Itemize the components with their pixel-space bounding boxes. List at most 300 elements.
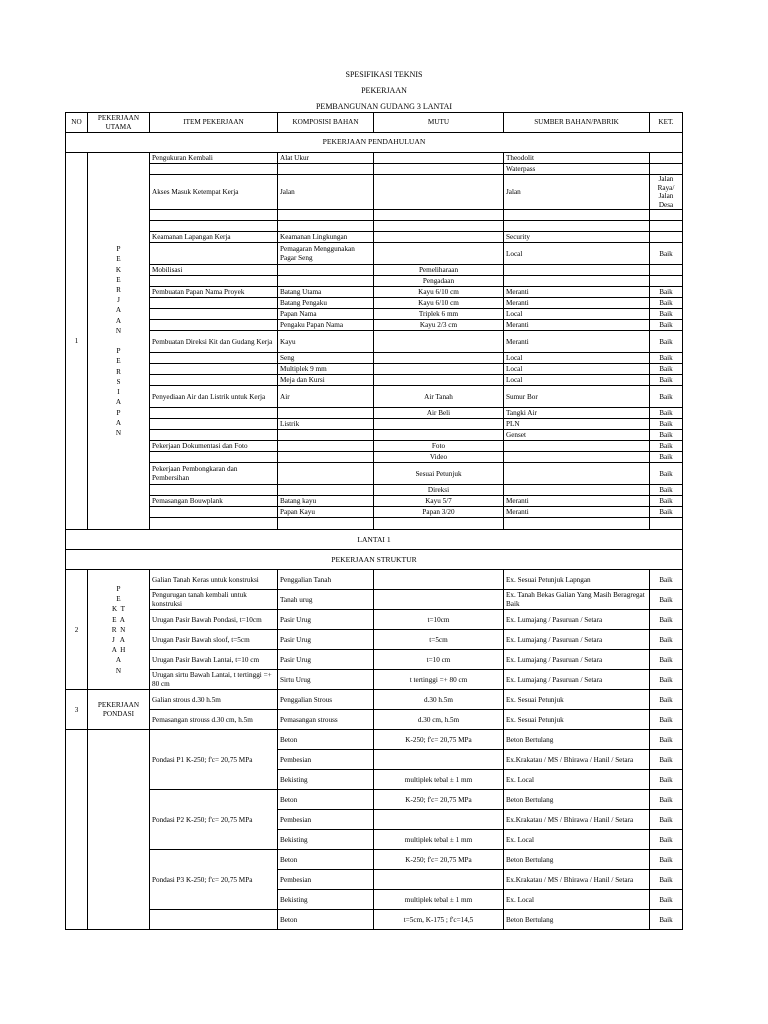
cell-mutu: t=5cm, K-175 ; f'c=14,5 xyxy=(374,910,504,930)
cell-item: Pemasangan Bouwplank xyxy=(150,496,278,507)
cell-komposisi: Keamanan Lingkungan xyxy=(278,232,374,243)
cell-ket xyxy=(650,221,683,232)
cell-item xyxy=(150,430,278,441)
cell-mutu xyxy=(374,243,504,265)
cell-ket: Baik xyxy=(650,408,683,419)
cell-mutu xyxy=(374,210,504,221)
cell-ket: Baik xyxy=(650,870,683,890)
vertical-letter: R xyxy=(116,286,121,295)
cell-sumber: Jalan xyxy=(504,175,650,210)
table-row xyxy=(66,164,683,175)
cell-sumber xyxy=(504,221,650,232)
table-row xyxy=(66,320,683,331)
cell-komposisi xyxy=(278,221,374,232)
cell-mutu xyxy=(374,375,504,386)
cell-komposisi: Pembesian xyxy=(278,810,374,830)
table-row xyxy=(66,496,683,507)
cell-komposisi: Pasir Urug xyxy=(278,630,374,650)
table-row xyxy=(66,287,683,298)
group-no: 1 xyxy=(66,153,88,530)
col-ket-header: KET. xyxy=(650,113,683,133)
vertical-letter: A H xyxy=(111,646,126,655)
cell-komposisi: Papan Kayu xyxy=(278,507,374,518)
cell-ket: Baik xyxy=(650,590,683,610)
group-no: 2 xyxy=(66,570,88,690)
vertical-letter: A xyxy=(115,418,122,427)
cell-item: Galian strous d.30 h.5m xyxy=(150,690,278,710)
cell-komposisi xyxy=(278,265,374,276)
cell-item xyxy=(150,243,278,265)
cell-sumber: Ex. Lumajang / Pasuruan / Setara xyxy=(504,650,650,670)
table-row xyxy=(66,570,683,590)
table-row xyxy=(66,485,683,496)
cell-item xyxy=(150,364,278,375)
cell-sumber: Ex. Sesuai Petunjuk xyxy=(504,690,650,710)
table-row xyxy=(66,375,683,386)
cell-item: Pemasangan strouss d.30 cm, h.5m xyxy=(150,710,278,730)
cell-komposisi: Beton xyxy=(278,850,374,870)
cell-komposisi: Pasir Urug xyxy=(278,610,374,630)
table-row xyxy=(66,353,683,364)
cell-mutu xyxy=(374,175,504,210)
cell-komposisi: Batang Utama xyxy=(278,287,374,298)
cell-ket: Baik xyxy=(650,910,683,930)
cell-sumber: Ex. Lumajang / Pasuruan / Setara xyxy=(504,630,650,650)
cell-mutu: t tertinggi =+ 80 cm xyxy=(374,670,504,690)
cell-sumber: Security xyxy=(504,232,650,243)
cell-komposisi: Bekisting xyxy=(278,830,374,850)
cell-ket: Baik xyxy=(650,670,683,690)
table-row xyxy=(66,153,683,164)
cell-mutu: t=10 cm xyxy=(374,650,504,670)
cell-mutu: d.30 cm, h.5m xyxy=(374,710,504,730)
cell-mutu: Foto xyxy=(374,441,504,452)
vertical-letter: J A xyxy=(112,635,125,644)
vertical-letter: P xyxy=(116,347,121,356)
cell-komposisi xyxy=(278,276,374,287)
cell-ket: Baik xyxy=(650,770,683,790)
group-label-empty xyxy=(88,730,150,930)
col-no-header: NO xyxy=(66,113,88,133)
cell-item: Penyediaan Air dan Listrik untuk Kerja xyxy=(150,386,278,408)
cell-ket xyxy=(650,210,683,221)
cell-mutu: t=10cm xyxy=(374,610,504,630)
cell-komposisi: Beton xyxy=(278,910,374,930)
cell-ket: Baik xyxy=(650,441,683,452)
vertical-letter: N xyxy=(115,666,122,675)
cell-mutu xyxy=(374,331,504,353)
section-lantai-1: LANTAI 1 xyxy=(66,530,683,550)
vertical-letter: E xyxy=(116,275,121,284)
table-row xyxy=(66,690,683,710)
cell-mutu: Kayu 2/3 cm xyxy=(374,320,504,331)
table-row xyxy=(66,730,683,750)
table-row xyxy=(66,221,683,232)
vertical-letter: R xyxy=(116,367,121,376)
cell-ket: Baik xyxy=(650,485,683,496)
cell-item: Pembuatan Papan Nama Proyek xyxy=(150,287,278,298)
cell-item: Urugan Pasir Bawah Lantai, t=10 cm xyxy=(150,650,278,670)
cell-mutu xyxy=(374,164,504,175)
cell-item: Urugan Pasir Bawah sloof, t=5cm xyxy=(150,630,278,650)
table-row xyxy=(66,610,683,630)
cell-sumber: Ex.Krakatau / MS / Bhirawa / Hanil / Setara xyxy=(504,750,650,770)
vertical-letter: S xyxy=(116,377,121,386)
vertical-letter xyxy=(90,336,147,346)
cell-sumber xyxy=(504,518,650,530)
table-row xyxy=(66,790,683,810)
cell-sumber: Ex. Local xyxy=(504,830,650,850)
cell-item: Urugan sirtu Bawah Lantai, t tertinggi =+ 80 cm xyxy=(150,670,278,690)
cell-mutu: Kayu 5/7 xyxy=(374,496,504,507)
cell-mutu: Air Beli xyxy=(374,408,504,419)
cell-ket: Baik xyxy=(650,419,683,430)
cell-mutu: t=5cm xyxy=(374,630,504,650)
cell-mutu xyxy=(374,221,504,232)
cell-ket: Baik xyxy=(650,320,683,331)
group-label-pondasi: PEKERJAAN PONDASI xyxy=(88,690,150,730)
cell-item: Akses Masuk Ketempat Kerja xyxy=(150,175,278,210)
cell-komposisi xyxy=(278,210,374,221)
cell-sumber xyxy=(504,441,650,452)
cell-ket: Baik xyxy=(650,375,683,386)
cell-sumber: Ex. Local xyxy=(504,890,650,910)
cell-mutu: K-250; f'c= 20,75 MPa xyxy=(374,850,504,870)
cell-sumber: Genset xyxy=(504,430,650,441)
cell-komposisi xyxy=(278,430,374,441)
cell-ket: Baik xyxy=(650,570,683,590)
cell-sumber: Local xyxy=(504,353,650,364)
cell-item: Keamanan Lapangan Kerja xyxy=(150,232,278,243)
cell-komposisi: Tanah urug xyxy=(278,590,374,610)
cell-item xyxy=(150,320,278,331)
cell-mutu: Sesuai Petunjuk xyxy=(374,463,504,485)
vertical-letter: K xyxy=(115,265,122,274)
cell-sumber: Meranti xyxy=(504,496,650,507)
table-row xyxy=(66,910,683,930)
cell-komposisi xyxy=(278,441,374,452)
cell-komposisi: Meja dan Kursi xyxy=(278,375,374,386)
table-row xyxy=(66,364,683,375)
vertical-letter: P xyxy=(116,408,121,417)
table-row xyxy=(66,298,683,309)
cell-mutu xyxy=(374,810,504,830)
cell-mutu xyxy=(374,870,504,890)
group-no: 3 xyxy=(66,690,88,730)
cell-sumber: Beton Bertulang xyxy=(504,910,650,930)
cell-item-pondasi: Pondasi P2 K-250; f'c= 20,75 MPa xyxy=(150,790,278,850)
cell-sumber: Sumur Bor xyxy=(504,386,650,408)
cell-ket: Baik xyxy=(650,630,683,650)
cell-mutu: Papan 3/20 xyxy=(374,507,504,518)
cell-komposisi: Pembesian xyxy=(278,750,374,770)
cell-mutu: Air Tanah xyxy=(374,386,504,408)
cell-ket: Baik xyxy=(650,730,683,750)
cell-item: Galian Tanah Keras untuk konstruksi xyxy=(150,570,278,590)
cell-sumber: Ex.Krakatau / MS / Bhirawa / Hanil / Setara xyxy=(504,810,650,830)
cell-komposisi: Seng xyxy=(278,353,374,364)
cell-item: Pekerjaan Pembongkaran dan Pembersihan xyxy=(150,463,278,485)
vertical-letter: P xyxy=(116,245,121,254)
cell-komposisi xyxy=(278,463,374,485)
cell-sumber xyxy=(504,265,650,276)
cell-ket: Baik xyxy=(650,364,683,375)
table-row xyxy=(66,309,683,320)
section-pendahuluan: PEKERJAAN PENDAHULUAN xyxy=(66,133,683,153)
cell-ket: Baik xyxy=(650,610,683,630)
col-sumber-header: SUMBER BAHAN/PABRIK xyxy=(504,113,650,133)
vertical-letter: A xyxy=(115,316,122,325)
cell-mutu xyxy=(374,419,504,430)
table-row xyxy=(66,243,683,265)
cell-sumber: Beton Bertulang xyxy=(504,850,650,870)
cell-sumber xyxy=(504,463,650,485)
cell-komposisi xyxy=(278,452,374,463)
vertical-letter: A xyxy=(115,306,122,315)
cell-mutu xyxy=(374,232,504,243)
vertical-letter: J xyxy=(117,296,120,305)
cell-ket: Baik xyxy=(650,309,683,320)
cell-sumber: Theodolit xyxy=(504,153,650,164)
cell-sumber xyxy=(504,452,650,463)
col-item-header: ITEM PEKERJAAN xyxy=(150,113,278,133)
cell-ket: Jalan Raya/ Jalan Desa xyxy=(650,175,683,210)
cell-ket xyxy=(650,276,683,287)
cell-item xyxy=(150,408,278,419)
cell-komposisi: Bekisting xyxy=(278,890,374,910)
cell-sumber: Local xyxy=(504,309,650,320)
cell-sumber: Ex. Local xyxy=(504,770,650,790)
table-row xyxy=(66,507,683,518)
cell-sumber: Ex. Sesuai Petunjuk Lapngan xyxy=(504,570,650,590)
cell-ket: Baik xyxy=(650,287,683,298)
cell-komposisi: Papan Nama xyxy=(278,309,374,320)
table-row xyxy=(66,331,683,353)
cell-item xyxy=(150,164,278,175)
cell-item-pondasi: Pondasi P3 K-250; f'c= 20,75 MPa xyxy=(150,850,278,910)
group-label-pekerjaan-tanah xyxy=(88,570,150,690)
table-row xyxy=(66,133,683,153)
cell-ket: Baik xyxy=(650,452,683,463)
cell-komposisi: Beton xyxy=(278,790,374,810)
col-mutu-header: MUTU xyxy=(374,113,504,133)
cell-item xyxy=(150,298,278,309)
table-header-row xyxy=(66,113,683,133)
cell-ket: Baik xyxy=(650,430,683,441)
cell-komposisi: Pengaku Papan Nama xyxy=(278,320,374,331)
vertical-letter: A xyxy=(115,398,122,407)
cell-mutu xyxy=(374,153,504,164)
cell-komposisi: Pasir Urug xyxy=(278,650,374,670)
doc-subtitle: PEKERJAAN xyxy=(361,86,407,95)
vertical-letter: I xyxy=(117,388,120,397)
table-row xyxy=(66,408,683,419)
cell-ket: Baik xyxy=(650,690,683,710)
cell-ket xyxy=(650,153,683,164)
cell-item xyxy=(150,518,278,530)
vertical-letter: N xyxy=(115,326,122,335)
cell-sumber: Beton Bertulang xyxy=(504,730,650,750)
cell-mutu xyxy=(374,570,504,590)
cell-item: Mobilisasi xyxy=(150,265,278,276)
table-row xyxy=(66,630,683,650)
cell-mutu: K-250; f'c= 20,75 MPa xyxy=(374,790,504,810)
table-row xyxy=(66,850,683,870)
cell-ket: Baik xyxy=(650,353,683,364)
table-row xyxy=(66,210,683,221)
cell-ket: Baik xyxy=(650,650,683,670)
cell-item: Urugan Pasir Bawah Pondasi, t=10cm xyxy=(150,610,278,630)
cell-item xyxy=(150,210,278,221)
table-row xyxy=(66,430,683,441)
vertical-letter: K T xyxy=(111,605,126,614)
table-row xyxy=(66,232,683,243)
cell-sumber: Ex. Tanah Bekas Galian Yang Masih Beragregat Baik xyxy=(504,590,650,610)
cell-ket xyxy=(650,232,683,243)
section-struktur: PEKERJAAN STRUKTUR xyxy=(66,550,683,570)
spec-table xyxy=(65,112,683,930)
doc-project: PEMBANGUNAN GUDANG 3 LANTAI xyxy=(315,102,453,111)
cell-mutu: Kayu 6/10 cm xyxy=(374,287,504,298)
cell-item: Pekerjaan Dokumentasi dan Foto xyxy=(150,441,278,452)
cell-mutu: Pemeliharaan xyxy=(374,265,504,276)
cell-sumber: Tangki Air xyxy=(504,408,650,419)
table-row xyxy=(66,452,683,463)
cell-mutu: multiplek tebal ± 1 mm xyxy=(374,830,504,850)
cell-ket: Baik xyxy=(650,507,683,518)
cell-komposisi: Pemagaran Menggunakan Pagar Seng xyxy=(278,243,374,265)
cell-sumber: Ex. Lumajang / Pasuruan / Setara xyxy=(504,670,650,690)
vertical-letter: E xyxy=(116,595,121,604)
cell-ket: Baik xyxy=(650,830,683,850)
table-row xyxy=(66,530,683,550)
vertical-letter: E xyxy=(116,255,121,264)
cell-komposisi xyxy=(278,164,374,175)
cell-item: Pengukuran Kembali xyxy=(150,153,278,164)
col-komposisi-header: KOMPOSISI BAHAN xyxy=(278,113,374,133)
cell-mutu: d.30 h.5m xyxy=(374,690,504,710)
cell-item xyxy=(150,485,278,496)
cell-sumber: PLN xyxy=(504,419,650,430)
cell-mutu: Video xyxy=(374,452,504,463)
col-pekerjaan-utama-header: PEKERJAAN UTAMA xyxy=(88,113,150,133)
cell-sumber: Beton Bertulang xyxy=(504,790,650,810)
cell-sumber: Meranti xyxy=(504,298,650,309)
doc-title: SPESIFIKASI TEKNIS xyxy=(345,70,423,79)
table-row xyxy=(66,518,683,530)
cell-ket xyxy=(650,164,683,175)
cell-item: Pembuatan Direksi Kit dan Gudang Kerja xyxy=(150,331,278,353)
cell-komposisi: Sirtu Urug xyxy=(278,670,374,690)
cell-item xyxy=(150,507,278,518)
cell-ket: Baik xyxy=(650,790,683,810)
table-row xyxy=(66,265,683,276)
cell-ket xyxy=(650,265,683,276)
cell-mutu: multiplek tebal ± 1 mm xyxy=(374,890,504,910)
cell-komposisi: Listrik xyxy=(278,419,374,430)
cell-mutu xyxy=(374,364,504,375)
cell-komposisi xyxy=(278,485,374,496)
table-row xyxy=(66,276,683,287)
cell-ket: Baik xyxy=(650,331,683,353)
cell-sumber: Local xyxy=(504,243,650,265)
table-row xyxy=(66,419,683,430)
cell-ket: Baik xyxy=(650,810,683,830)
cell-mutu: Direksi xyxy=(374,485,504,496)
group-no-empty xyxy=(66,730,88,930)
table-row xyxy=(66,441,683,452)
group-label-persiapan xyxy=(88,153,150,530)
cell-ket: Baik xyxy=(650,463,683,485)
cell-ket: Baik xyxy=(650,850,683,870)
cell-komposisi: Alat Ukur xyxy=(278,153,374,164)
cell-sumber: Meranti xyxy=(504,507,650,518)
cell-komposisi: Jalan xyxy=(278,175,374,210)
table-row xyxy=(66,670,683,690)
table-row xyxy=(66,590,683,610)
cell-mutu xyxy=(374,590,504,610)
cell-komposisi: Batang kayu xyxy=(278,496,374,507)
cell-mutu: Pengadaan xyxy=(374,276,504,287)
cell-item: Pengurugan tanah kembali untuk konstruksi xyxy=(150,590,278,610)
cell-komposisi: Beton xyxy=(278,730,374,750)
cell-mutu: Triplek 6 mm xyxy=(374,309,504,320)
cell-sumber xyxy=(504,485,650,496)
cell-komposisi: Bekisting xyxy=(278,770,374,790)
cell-sumber: Ex.Krakatau / MS / Bhirawa / Hanil / Setara xyxy=(504,870,650,890)
vertical-letter: R N xyxy=(111,625,126,634)
cell-item xyxy=(150,419,278,430)
cell-komposisi: Penggalian Strous xyxy=(278,690,374,710)
vertical-letter: N xyxy=(115,428,122,437)
cell-item xyxy=(150,221,278,232)
cell-komposisi: Air xyxy=(278,386,374,408)
vertical-letter: E xyxy=(116,357,121,366)
cell-item xyxy=(150,353,278,364)
cell-komposisi: Pembesian xyxy=(278,870,374,890)
cell-ket: Baik xyxy=(650,496,683,507)
table-row xyxy=(66,463,683,485)
table-row xyxy=(66,175,683,210)
cell-komposisi xyxy=(278,408,374,419)
cell-ket: Baik xyxy=(650,710,683,730)
vertical-letter: E A xyxy=(112,615,125,624)
vertical-letter: P xyxy=(116,584,121,593)
cell-mutu xyxy=(374,430,504,441)
cell-ket: Baik xyxy=(650,243,683,265)
cell-ket: Baik xyxy=(650,298,683,309)
cell-komposisi: Penggalian Tanah xyxy=(278,570,374,590)
cell-sumber xyxy=(504,276,650,287)
cell-komposisi: Batang Pengaku xyxy=(278,298,374,309)
cell-item xyxy=(150,375,278,386)
cell-mutu: multiplek tebal ± 1 mm xyxy=(374,770,504,790)
cell-komposisi xyxy=(278,518,374,530)
cell-sumber xyxy=(504,210,650,221)
cell-ket: Baik xyxy=(650,386,683,408)
table-row xyxy=(66,550,683,570)
vertical-letter: A xyxy=(115,656,122,665)
cell-sumber: Waterpass xyxy=(504,164,650,175)
cell-item-pondasi: Pondasi P1 K-250; f'c= 20,75 MPa xyxy=(150,730,278,790)
table-row xyxy=(66,650,683,670)
cell-item xyxy=(150,452,278,463)
cell-item xyxy=(150,309,278,320)
cell-komposisi: Pemasangan strouss xyxy=(278,710,374,730)
cell-mutu xyxy=(374,518,504,530)
cell-sumber: Meranti xyxy=(504,331,650,353)
cell-ket: Baik xyxy=(650,750,683,770)
